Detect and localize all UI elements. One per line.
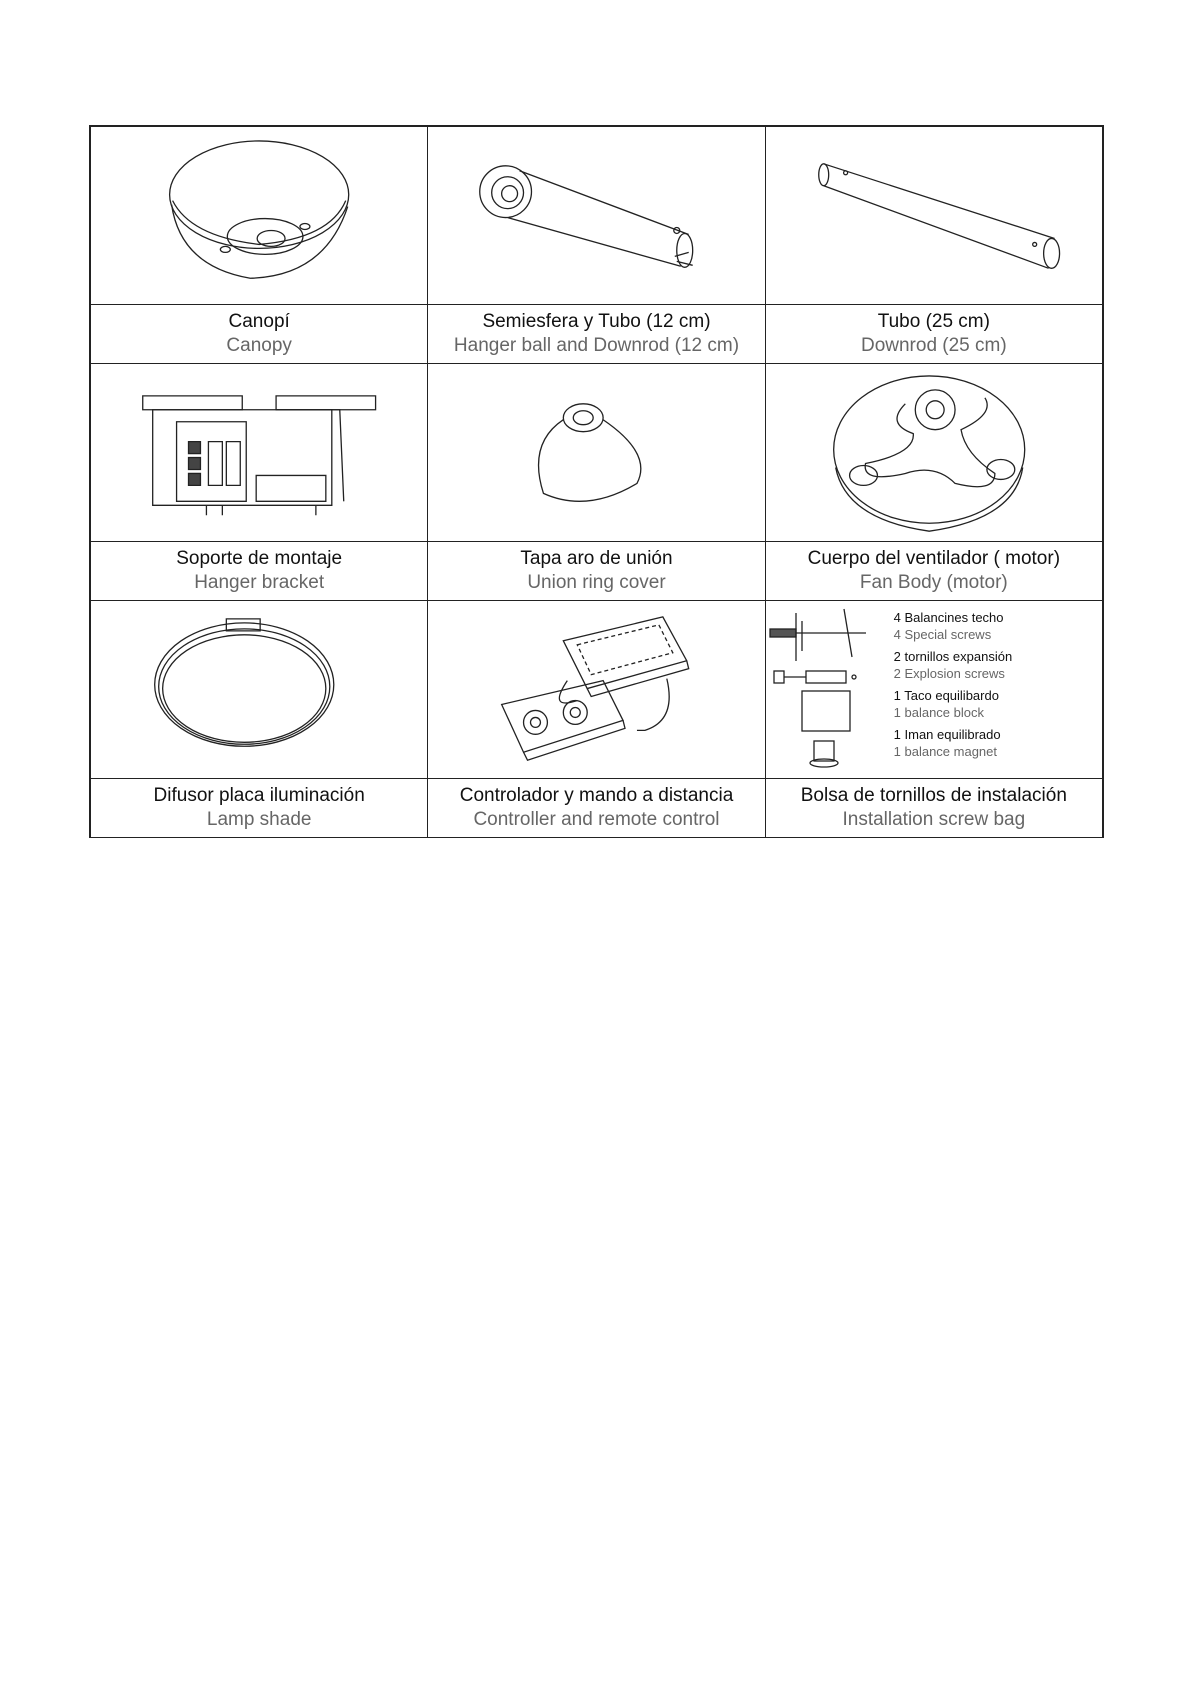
caption-hanger-bracket [91,542,428,601]
hanger-bracket-image-cell [91,364,428,542]
screw-bag-item [894,609,1013,643]
canopy-drawing [91,127,427,304]
screw-bag-list [894,609,1013,765]
screw-bag-item [894,726,1013,760]
union-ring-cover-drawing [428,364,764,541]
screw-item-en: 1 balance block [893,705,984,721]
hanger-ball-image-cell [428,127,765,305]
controller-remote-drawing [428,601,764,778]
screw-bag-drawing [766,601,886,779]
canopy-image-cell [91,127,428,305]
caption-en: Downrod (25 cm) [860,335,1007,357]
screw-bag-item [894,687,1013,721]
caption-en: Lamp shade [206,809,312,831]
screw-item-en: 2 Explosion screws [893,666,1005,682]
caption-en: Union ring cover [527,572,666,594]
screw-bag-item [894,648,1013,682]
caption-en: Controller and remote control [473,809,720,831]
downrod-drawing [766,127,1102,304]
caption-lamp-shade [91,779,428,838]
caption-en: Hanger bracket [194,572,325,594]
screw-item-en: 1 balance magnet [893,744,998,760]
caption-es: Tubo (25 cm) [877,311,990,333]
parts-table [89,125,1104,838]
controller-remote-image-cell [428,601,765,779]
caption-es: Soporte de montaje [176,548,343,570]
caption-hanger-ball [428,305,765,364]
caption-en: Fan Body (motor) [859,572,1008,594]
screw-item-es: 2 tornillos expansión [893,649,1013,665]
caption-es: Cuerpo del ventilador ( motor) [807,548,1061,570]
caption-es: Bolsa de tornillos de instalación [800,785,1067,807]
caption-en: Installation screw bag [842,809,1026,831]
lamp-shade-image-cell [91,601,428,779]
screw-item-es: 1 Iman equilibrado [893,727,1001,743]
caption-canopy [91,305,428,364]
screw-item-en: 4 Special screws [893,627,992,643]
hanger-bracket-drawing [91,364,427,541]
caption-screw-bag [765,779,1102,838]
caption-fan-body [765,542,1102,601]
caption-es: Difusor placa iluminación [153,785,365,807]
hanger-ball-downrod-drawing [428,127,764,304]
caption-downrod [765,305,1102,364]
screw-bag-image-cell [765,601,1102,779]
caption-controller-remote [428,779,765,838]
screw-item-es: 1 Taco equilibardo [893,688,999,704]
caption-es: Canopí [228,311,290,333]
fan-body-image-cell [765,364,1102,542]
caption-es: Semiesfera y Tubo (12 cm) [482,311,711,333]
union-ring-cover-image-cell [428,364,765,542]
caption-en: Hanger ball and Downrod (12 cm) [453,335,740,357]
downrod-image-cell [765,127,1102,305]
fan-body-drawing [766,364,1102,541]
screw-item-es: 4 Balancines techo [893,610,1004,626]
caption-es: Tapa aro de unión [520,548,673,570]
caption-union-ring-cover [428,542,765,601]
caption-en: Canopy [226,335,292,357]
lamp-shade-drawing [91,601,427,778]
caption-es: Controlador y mando a distancia [459,785,734,807]
